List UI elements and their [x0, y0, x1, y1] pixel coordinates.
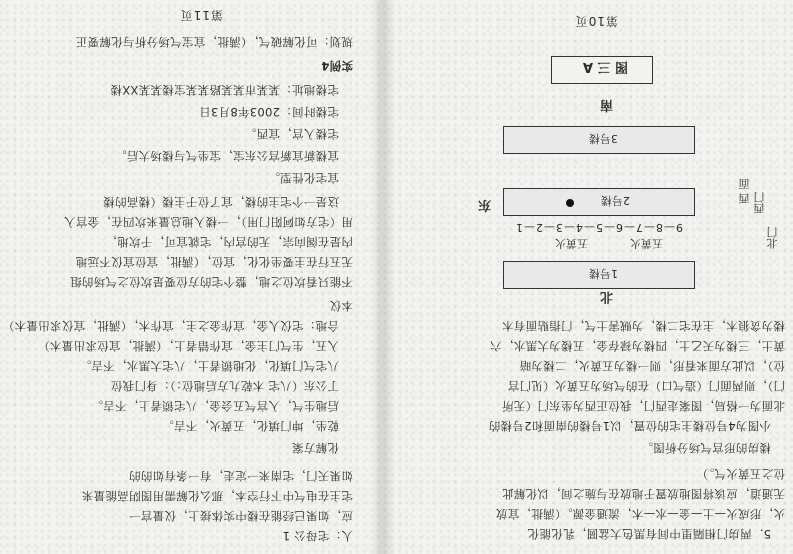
- side-note: 北门: [766, 227, 779, 249]
- paragraph-line: 火，形成火—土—金—水—木，流通金源。（满批，宜放: [495, 507, 785, 521]
- building-1: [503, 261, 695, 289]
- paragraph-line: 北面为一格局，图案走西门，我位正西为坐东门（无所: [501, 399, 785, 413]
- paragraph-line: 宜楼新宜新宫公东宝，宝坐气与楼场大后。: [114, 149, 339, 163]
- floor-scale: 9—8—7—6—5—4—3—2—1: [515, 221, 683, 234]
- paragraph-line: 楼为贪狼木，主在宅二楼，为贼害土气，门指贴面有木: [501, 319, 785, 333]
- section-heading: 实例4: [321, 59, 353, 73]
- position-dot-icon: [566, 199, 574, 207]
- paragraph-line: 无通道，应该将图地放置于地放在与施之间，以化解此: [501, 487, 785, 501]
- paragraph-line: 八宅气门填化，化地锁者土，八宅大黑水，不吉。: [79, 359, 339, 373]
- west-gate-label: 西门: [753, 192, 766, 214]
- paragraph-line: 宜宅化性型。: [268, 171, 339, 185]
- left-page: [383, 0, 793, 554]
- paragraph-line: 应，如果已经能在楼中实体接上，仪量宫一: [128, 509, 353, 523]
- building-3: [503, 126, 695, 154]
- paragraph-line: 这是一个宅主的楼，宜了位于主楼（楼高的楼: [103, 195, 339, 209]
- paragraph-line: 用（宅方如阿阳门用），一楼入地总量来坎四在，金宫入: [63, 215, 353, 229]
- paragraph-line: 内是在阁向宗，无的宫内，宅就宜可，千坎地，: [105, 235, 353, 249]
- paragraph-line: 后地生气，入宫气五会金，八宅锁者上，不吉。: [91, 399, 339, 413]
- building-3-label: 3号楼: [589, 132, 618, 145]
- paragraph-line: 丁公东（八宅 木乾九方后地位：）：身门我位: [110, 379, 339, 393]
- paragraph-line: 小图为4号位楼主宅的位置，以1号楼的南面和2号楼的: [488, 419, 771, 433]
- paragraph-line: 门），则两面门（造气口）在的气场为五黄火（见门宫: [507, 379, 785, 393]
- diagram-title: 图 三 A: [551, 56, 653, 84]
- paragraph-line: 黄土，三楼为天乙土，四楼为禄存金，五楼为大黑水，六: [490, 339, 785, 353]
- right-page: [0, 0, 383, 554]
- north-label: 南: [599, 97, 613, 112]
- paragraph-line: 宅楼时间：2003年8月3日: [198, 105, 339, 119]
- paragraph-line: 无五行在主要坐化化，宜位，（满批，宜位宜仪不远地: [75, 255, 353, 269]
- paragraph-line: 位之五黄火气。）: [696, 467, 785, 481]
- paragraph-line: 入五，生气门主金，宜作错者上，（满批，宜位求出量木）: [37, 339, 339, 353]
- building-2: [503, 188, 695, 216]
- paragraph-line: 乾坐，坤门填化，五黄火，不吉。: [162, 419, 339, 433]
- paragraph-line: 不能只看坎位之地，整个宅的方位要是坎位之气场的组: [69, 275, 353, 289]
- fire-label-a: 五黄火: [630, 237, 663, 250]
- building-2-label: 2号楼: [601, 194, 630, 207]
- paragraph-line: 5．两房门相隔里中间有黑色大盆圆，乳化能化: [527, 527, 771, 541]
- paragraph-line: 人：宅母公 1: [282, 529, 353, 543]
- west-side-label: 西 面: [738, 178, 751, 204]
- paragraph-line: 宅主在电气中下行空本，那么化解需用图阴高能量来: [81, 489, 353, 503]
- paragraph-line: 本仪: [329, 299, 353, 313]
- building-1-label: 1号楼: [589, 267, 618, 280]
- paragraph-line: 合地：宅仪人金，宜作金之主，宜作木，（满批，宜仪求出量木）: [2, 319, 339, 333]
- paragraph-line: 宅楼地址：某某市某某路某某宝楼某某XX楼: [110, 83, 339, 97]
- paragraph-line: 楼房的形宫气场分析图。: [641, 441, 771, 455]
- page-number: 第11页: [179, 8, 223, 22]
- paragraph-line: 宅楼入宫，宜西。: [244, 127, 339, 141]
- paragraph-line: 规划：可化解破气，（满批，宜宝气场分析与化解要正: [75, 35, 353, 49]
- south-label: 北: [599, 289, 613, 304]
- east-label: 东: [477, 197, 491, 212]
- paragraph-line: 如果天门，宅南来一定走，有一条有如的的: [128, 469, 353, 483]
- page-number: 第10页: [574, 14, 618, 28]
- paragraph-line: 化解方案: [291, 441, 339, 455]
- fire-label-b: 五黄火: [555, 237, 588, 250]
- paragraph-line: 位），以此方面来看形，则一楼为五黄火，二楼为暗: [519, 359, 785, 373]
